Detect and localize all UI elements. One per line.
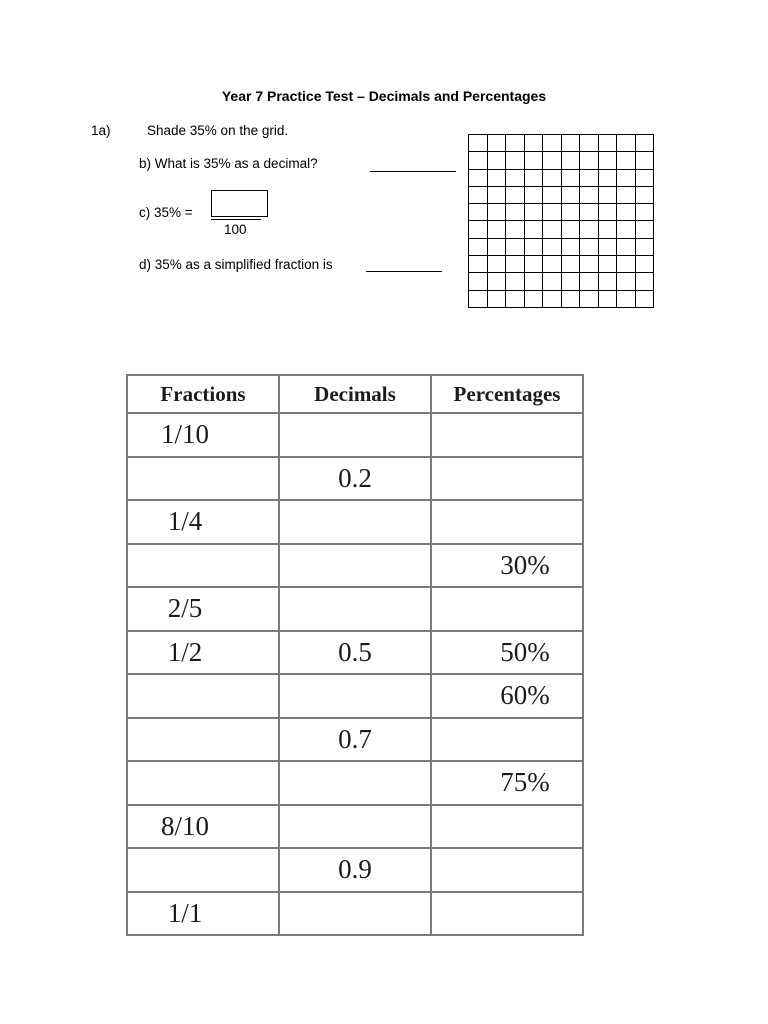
grid-cell[interactable] [525, 187, 544, 204]
table-header-row [127, 375, 583, 413]
grid-cell[interactable] [580, 256, 599, 273]
percentage-cell: 30% [431, 544, 583, 588]
fraction-cell[interactable] [127, 457, 279, 501]
grid-cell[interactable] [562, 256, 581, 273]
table-row [127, 587, 583, 631]
decimal-cell[interactable] [279, 892, 431, 936]
grid-cell[interactable] [488, 291, 507, 308]
decimal-cell[interactable] [279, 544, 431, 588]
grid-cell[interactable] [488, 135, 507, 152]
table-row [127, 413, 583, 457]
grid-cell[interactable] [488, 170, 507, 187]
grid-cell[interactable] [525, 170, 544, 187]
grid-cell[interactable] [506, 256, 525, 273]
grid-cell[interactable] [599, 273, 618, 290]
grid-cell[interactable] [636, 135, 655, 152]
grid-cell[interactable] [580, 135, 599, 152]
grid-cell[interactable] [580, 187, 599, 204]
fraction-cell[interactable] [127, 718, 279, 762]
grid-cell[interactable] [506, 135, 525, 152]
grid-cell[interactable] [599, 221, 618, 238]
grid-cell[interactable] [580, 273, 599, 290]
table-row [127, 718, 583, 762]
grid-cell[interactable] [636, 221, 655, 238]
grid-cell[interactable] [562, 239, 581, 256]
fraction-cell: 1/2 [127, 631, 279, 675]
grid-cell[interactable] [617, 291, 636, 308]
table-row [127, 544, 583, 588]
decimal-cell: 0.7 [279, 718, 431, 762]
decimal-cell[interactable] [279, 805, 431, 849]
page-title: Year 7 Practice Test – Decimals and Percentages [221, 88, 547, 104]
decimal-cell: 0.5 [279, 631, 431, 675]
grid-cell[interactable] [562, 135, 581, 152]
grid-cell[interactable] [469, 256, 488, 273]
question-part-c: c) 35% = [139, 205, 193, 220]
grid-cell[interactable] [580, 204, 599, 221]
grid-cell[interactable] [488, 152, 507, 169]
percentage-cell[interactable] [431, 500, 583, 544]
grid-cell[interactable] [543, 273, 562, 290]
grid-cell[interactable] [543, 256, 562, 273]
grid-cell[interactable] [636, 170, 655, 187]
answer-line-part-d[interactable] [366, 271, 442, 272]
grid-cell[interactable] [599, 152, 618, 169]
percentage-cell[interactable] [431, 892, 583, 936]
grid-cell[interactable] [543, 239, 562, 256]
grid-cell[interactable] [488, 256, 507, 273]
fraction-cell: 1/10 [127, 413, 279, 457]
fraction-cell: 2/5 [127, 587, 279, 631]
grid-cell[interactable] [636, 273, 655, 290]
decimal-cell[interactable] [279, 413, 431, 457]
grid-cell[interactable] [506, 221, 525, 238]
grid-cell[interactable] [506, 170, 525, 187]
percentage-cell[interactable] [431, 457, 583, 501]
question-part-a: Shade 35% on the grid. [147, 123, 289, 138]
grid-cell[interactable] [469, 239, 488, 256]
fraction-cell[interactable] [127, 761, 279, 805]
numerator-answer-box[interactable] [211, 190, 268, 217]
answer-line-part-b[interactable] [370, 171, 456, 172]
grid-cell[interactable] [617, 152, 636, 169]
grid-cell[interactable] [599, 291, 618, 308]
grid-cell[interactable] [525, 273, 544, 290]
grid-cell[interactable] [488, 273, 507, 290]
decimal-cell[interactable] [279, 587, 431, 631]
grid-cell[interactable] [543, 170, 562, 187]
percentage-cell[interactable] [431, 587, 583, 631]
decimal-cell: 0.9 [279, 848, 431, 892]
table-row [127, 805, 583, 849]
grid-cell[interactable] [525, 256, 544, 273]
grid-cell[interactable] [525, 291, 544, 308]
grid-cell[interactable] [617, 204, 636, 221]
grid-cell[interactable] [562, 204, 581, 221]
grid-cell[interactable] [562, 221, 581, 238]
fraction-denominator: 100 [224, 222, 247, 237]
grid-cell[interactable] [525, 239, 544, 256]
table-row [127, 457, 583, 501]
decimal-cell[interactable] [279, 500, 431, 544]
table-row [127, 674, 583, 718]
grid-cell[interactable] [636, 187, 655, 204]
grid-cell[interactable] [599, 135, 618, 152]
fraction-cell[interactable] [127, 544, 279, 588]
grid-cell[interactable] [469, 135, 488, 152]
percentage-cell: 75% [431, 761, 583, 805]
grid-cell[interactable] [580, 291, 599, 308]
decimal-cell[interactable] [279, 674, 431, 718]
column-header-decimals: Decimals [279, 375, 431, 413]
fraction-bar [211, 219, 261, 220]
grid-cell[interactable] [469, 204, 488, 221]
grid-cell[interactable] [562, 187, 581, 204]
grid-cell[interactable] [469, 187, 488, 204]
grid-cell[interactable] [617, 170, 636, 187]
grid-cell[interactable] [580, 221, 599, 238]
fraction-cell: 1/1 [127, 892, 279, 936]
percentage-cell[interactable] [431, 413, 583, 457]
column-header-fractions: Fractions [127, 375, 279, 413]
fraction-cell[interactable] [127, 674, 279, 718]
percentage-cell[interactable] [431, 848, 583, 892]
grid-cell[interactable] [617, 239, 636, 256]
grid-cell[interactable] [469, 221, 488, 238]
grid-cell[interactable] [506, 187, 525, 204]
fraction-cell: 1/4 [127, 500, 279, 544]
grid-cell[interactable] [617, 256, 636, 273]
fraction-cell[interactable] [127, 848, 279, 892]
fraction-cell: 8/10 [127, 805, 279, 849]
grid-cell[interactable] [488, 187, 507, 204]
decimal-cell: 0.2 [279, 457, 431, 501]
grid-cell[interactable] [543, 187, 562, 204]
grid-cell[interactable] [599, 239, 618, 256]
grid-cell[interactable] [488, 204, 507, 221]
grid-cell[interactable] [543, 204, 562, 221]
shading-grid[interactable] [468, 134, 654, 308]
grid-cell[interactable] [562, 152, 581, 169]
grid-cell[interactable] [488, 239, 507, 256]
grid-cell[interactable] [599, 187, 618, 204]
grid-cell[interactable] [599, 256, 618, 273]
question-part-b: b) What is 35% as a decimal? [139, 156, 318, 171]
grid-cell[interactable] [506, 291, 525, 308]
grid-cell[interactable] [617, 273, 636, 290]
grid-cell[interactable] [469, 291, 488, 308]
grid-cell[interactable] [562, 291, 581, 308]
percentage-cell[interactable] [431, 718, 583, 762]
percentage-cell[interactable] [431, 805, 583, 849]
grid-cell[interactable] [506, 239, 525, 256]
grid-cell[interactable] [580, 239, 599, 256]
grid-cell[interactable] [469, 170, 488, 187]
table-row [127, 631, 583, 675]
grid-cell[interactable] [506, 273, 525, 290]
grid-cell[interactable] [525, 221, 544, 238]
grid-cell[interactable] [562, 273, 581, 290]
grid-cell[interactable] [636, 256, 655, 273]
grid-cell[interactable] [488, 221, 507, 238]
question-number: 1a) [91, 123, 111, 138]
grid-cell[interactable] [525, 135, 544, 152]
decimal-cell[interactable] [279, 761, 431, 805]
grid-cell[interactable] [617, 135, 636, 152]
table-row [127, 848, 583, 892]
grid-cell[interactable] [580, 170, 599, 187]
grid-cell[interactable] [506, 204, 525, 221]
grid-cell[interactable] [636, 239, 655, 256]
table-row [127, 761, 583, 805]
grid-cell[interactable] [543, 291, 562, 308]
percentage-cell: 50% [431, 631, 583, 675]
grid-cell[interactable] [636, 291, 655, 308]
grid-cell[interactable] [636, 204, 655, 221]
grid-cell[interactable] [543, 152, 562, 169]
grid-cell[interactable] [543, 135, 562, 152]
grid-cell[interactable] [469, 273, 488, 290]
table-row [127, 500, 583, 544]
column-header-percentages: Percentages [431, 375, 583, 413]
grid-cell[interactable] [599, 170, 618, 187]
grid-cell[interactable] [506, 152, 525, 169]
grid-cell[interactable] [525, 204, 544, 221]
grid-cell[interactable] [617, 187, 636, 204]
grid-cell[interactable] [469, 152, 488, 169]
grid-cell[interactable] [543, 221, 562, 238]
grid-cell[interactable] [599, 204, 618, 221]
grid-cell[interactable] [525, 152, 544, 169]
question-part-d: d) 35% as a simplified fraction is [139, 257, 333, 272]
grid-cell[interactable] [636, 152, 655, 169]
conversion-table [126, 374, 584, 936]
grid-cell[interactable] [580, 152, 599, 169]
percentage-cell: 60% [431, 674, 583, 718]
table-row [127, 892, 583, 936]
grid-cell[interactable] [617, 221, 636, 238]
grid-cell[interactable] [562, 170, 581, 187]
